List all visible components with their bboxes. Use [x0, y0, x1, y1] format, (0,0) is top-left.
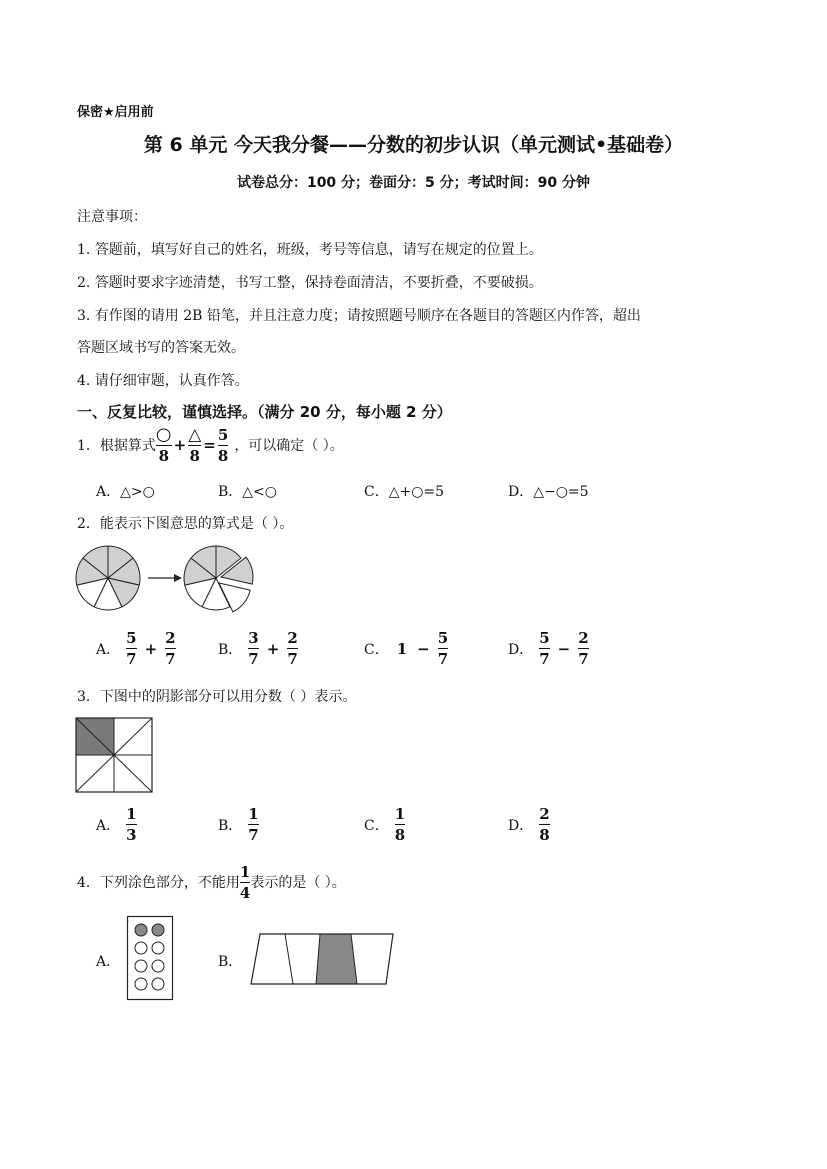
q1-option-c[interactable]: C．△+○=5 — [364, 484, 445, 500]
note-item: 4. 请仔细审题，认真作答。 — [77, 373, 249, 389]
q4-suffix: 表示的是（ ）。 — [250, 875, 346, 891]
section-title: 一、反复比较，谨慎选择。（满分 20 分，每小题 2 分） — [77, 403, 452, 421]
notes-heading: 注意事项： — [77, 209, 147, 225]
q1-prefix: 1．根据算式 — [77, 438, 156, 454]
q1-equals: = — [203, 436, 216, 454]
note-item: 1. 答题前，填写好自己的姓名，班级，考号等信息，请写在规定的位置上。 — [77, 242, 543, 258]
q4-option-b[interactable]: B． — [218, 954, 243, 970]
q4-option-a[interactable]: A． — [96, 954, 121, 970]
q4-circles-grid — [127, 916, 173, 1000]
page-title: 第 6 单元 今天我分餐——分数的初步认识（单元测试•基础卷） — [143, 134, 684, 156]
q2-option-b[interactable]: B． $\frac{3}{7}$ + $\frac{2}{7}$ — [218, 629, 298, 668]
confidential-label: 保密★启用前 — [77, 105, 154, 120]
q2-option-d[interactable]: D． $\frac{5}{7}$ − $\frac{2}{7}$ — [508, 629, 589, 668]
q1-fraction-result: $\frac{5}{8}$ — [217, 425, 229, 465]
question-2: 2．能表示下图意思的算式是（ ）。 — [77, 516, 294, 532]
q1-option-a[interactable]: A．△>○ — [96, 484, 155, 500]
q3-square-diagram — [76, 718, 152, 792]
q4-fraction: $\frac{1}{4}$ — [239, 862, 251, 902]
q1-fraction-circle: $\frac{○}{8}$ — [155, 423, 172, 465]
q1-option-d[interactable]: D．△−○=5 — [508, 484, 589, 500]
q1-fraction-triangle: $\frac{\triangle}{8}$ — [188, 424, 202, 465]
question-4 — [77, 862, 346, 902]
question-1 — [77, 420, 344, 470]
q4-prefix: 4．下列涂色部分，不能用 — [77, 875, 240, 891]
q3-option-c[interactable]: C． $\frac{1}{8}$ — [364, 805, 406, 844]
note-item: 答题区域书写的答案无效。 — [77, 340, 245, 356]
q1-plus: + — [173, 436, 187, 454]
q3-option-b[interactable]: B． $\frac{1}{7}$ — [218, 805, 259, 844]
q3-option-d[interactable]: D． $\frac{2}{8}$ — [508, 805, 550, 844]
q3-option-a[interactable]: A． $\frac{1}{3}$ — [96, 805, 137, 844]
q4-trapezoid-strip — [250, 933, 395, 985]
question-3: 3．下图中的阴影部分可以用分数（ ）表示。 — [77, 689, 357, 705]
q2-pie-diagram — [74, 544, 254, 616]
q2-option-c[interactable]: C． 1 − $\frac{5}{7}$ — [364, 629, 449, 668]
note-item: 2. 答题时要求字迹清楚，书写工整，保持卷面清洁，不要折叠，不要破损。 — [77, 275, 543, 291]
exam-meta: 试卷总分：100 分；卷面分：5 分；考试时间：90 分钟 — [236, 175, 591, 191]
note-item: 3. 有作图的请用 2B 铅笔，并且注意力度；请按照题号顺序在各题目的答题区内作答，超出 — [77, 308, 641, 324]
q1-option-b[interactable]: B．△<○ — [218, 484, 278, 500]
q2-option-a[interactable]: A． $\frac{5}{7}$ + $\frac{2}{7}$ — [96, 629, 176, 668]
q1-suffix: ，可以确定（ ）。 — [234, 438, 344, 454]
